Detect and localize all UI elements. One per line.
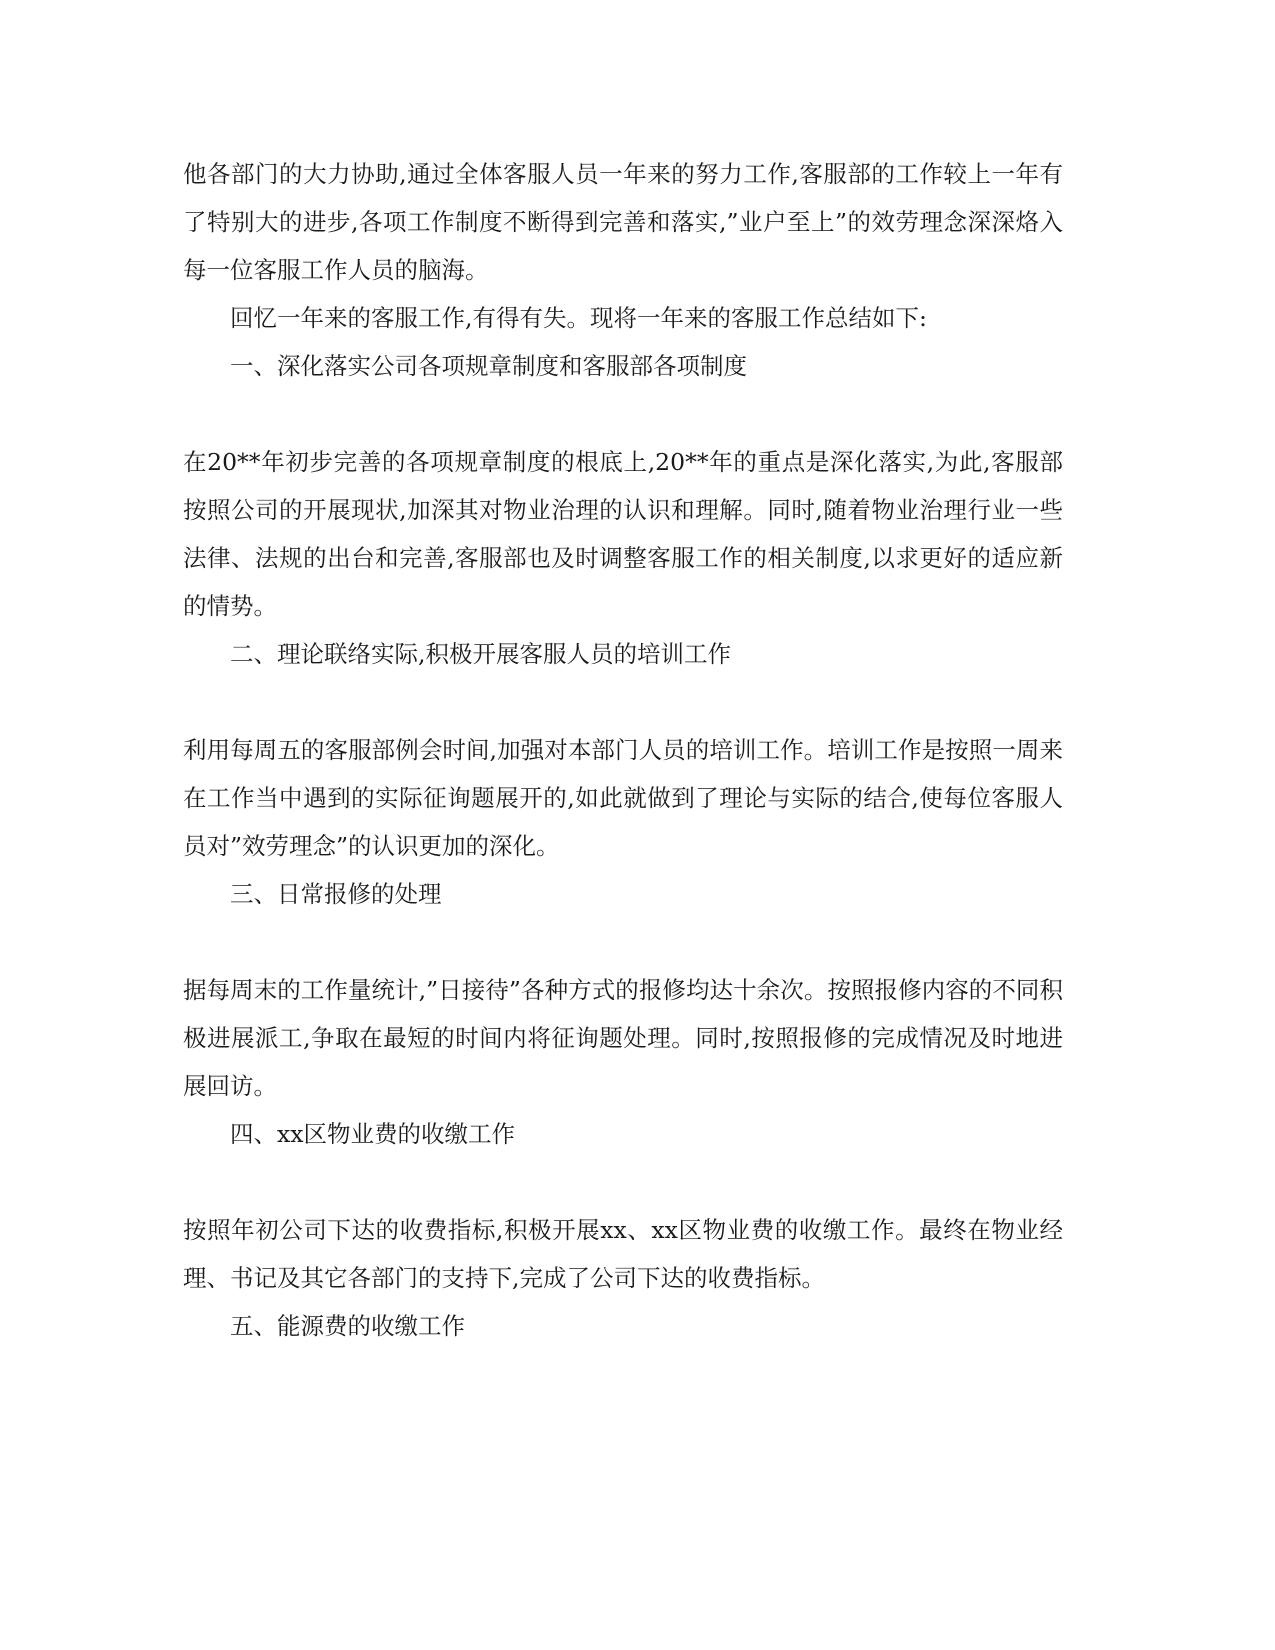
body-paragraph-1: 在20**年初步完善的各项规章制度的根底上,20**年的重点是深化落实,为此,客服部按照公司的开展现状,加深其对物业治理的认识和理解。同时,随着物业治理行业一些法律、法规的出台和完善,客服部也及时调整客服工作的相关制度,以求更好的适应新的情势。 [183,448,1063,620]
spacer [183,918,1063,966]
body-paragraph-review: 回忆一年来的客服工作,有得有失。现将一年来的客服工作总结如下: [230,304,927,332]
section-heading-5: 五、能源费的收缴工作 [230,1312,465,1340]
spacer [183,390,1063,438]
body-paragraph-3: 据每周末的工作量统计,”日接待”各种方式的报修均达十余次。按照报修内容的不同积极进展派工,争取在最短的时间内将征询题处理。同时,按照报修的完成情况及时地进展回访。 [183,976,1063,1100]
section-heading-1: 一、深化落实公司各项规章制度和客服部各项制度 [230,352,747,380]
spacer [183,678,1063,726]
body-paragraph-2: 利用每周五的客服部例会时间,加强对本部门人员的培训工作。培训工作是按照一周来在工作当中遇到的实际征询题展开的,如此就做到了理论与实际的结合,使每位客服人员对”效劳理念”的认识更加的深化。 [183,736,1063,860]
body-paragraph-intro: 他各部门的大力协助,通过全体客服人员一年来的努力工作,客服部的工作较上一年有了特别大的进步,各项工作制度不断得到完善和落实,”业户至上”的效劳理念深深烙入每一位客服工作人员的脑海。 [183,160,1063,284]
document-page [183,150,1063,1350]
section-heading-2: 二、理论联络实际,积极开展客服人员的培训工作 [230,640,731,668]
section-heading-3: 三、日常报修的处理 [230,880,442,908]
section-heading-4: 四、xx区物业费的收缴工作 [230,1120,516,1148]
body-paragraph-4: 按照年初公司下达的收费指标,积极开展xx、xx区物业费的收缴工作。最终在物业经理、书记及其它各部门的支持下,完成了公司下达的收费指标。 [183,1216,1063,1292]
spacer [183,1158,1063,1206]
